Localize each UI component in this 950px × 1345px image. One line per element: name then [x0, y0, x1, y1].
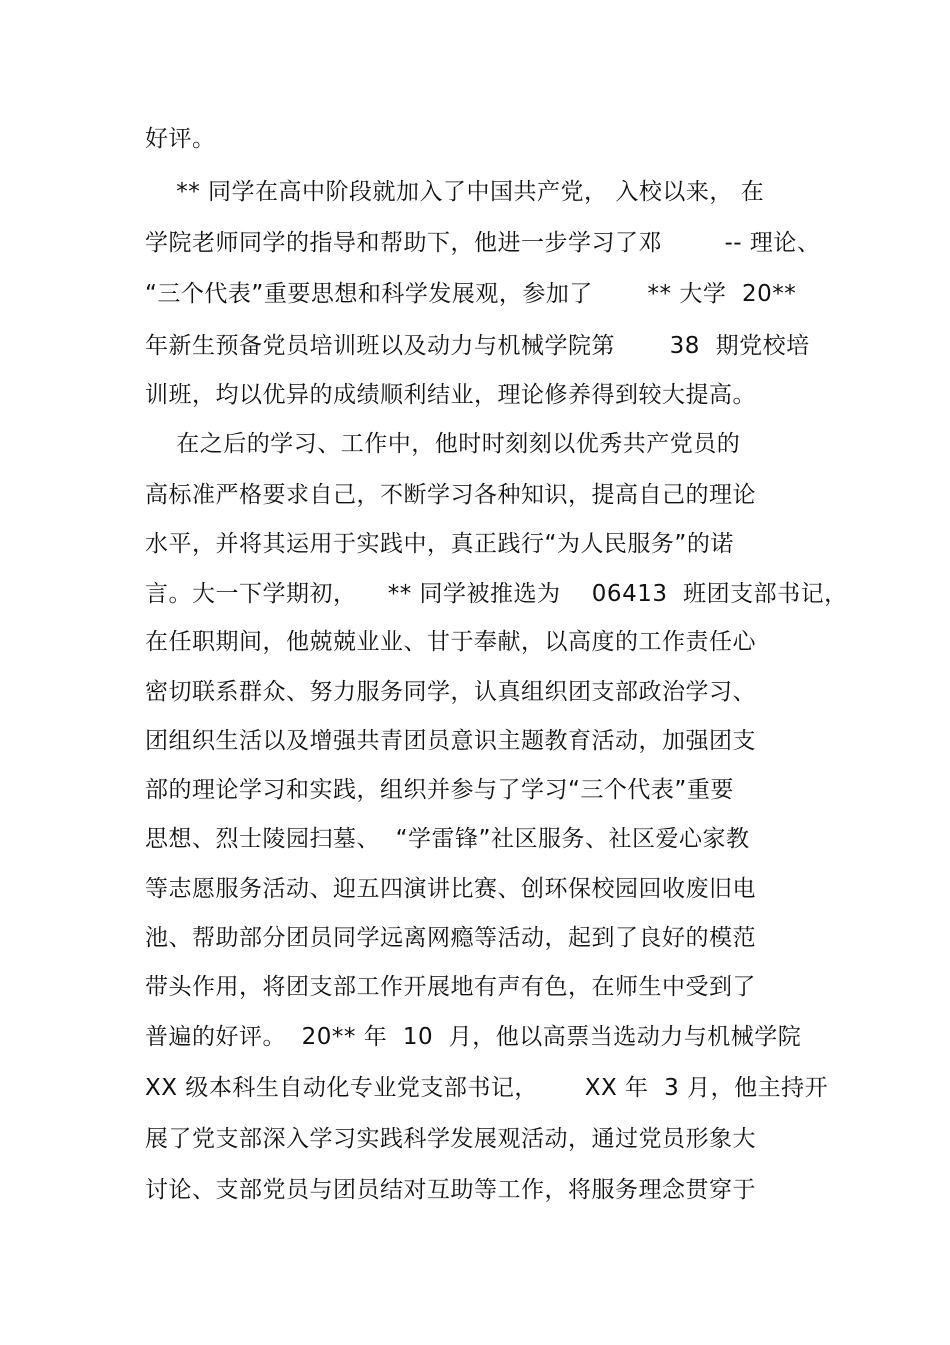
text-line: 展了党支部深入学习实践科学发展观活动，通过党员形象大 [145, 1126, 756, 1152]
text-line: 讨论、支部党员与团员结对互助等工作，将服务理念贯穿于 [145, 1177, 756, 1203]
text-line: 学院老师同学的指导和帮助下，他进一步学习了邓 -- 理论、 [145, 230, 821, 256]
text-line: 等志愿服务活动、迎五四演讲比赛、创环保校园回收废旧电 [145, 876, 756, 902]
text-line: 高标准严格要求自己，不断学习各种知识，提高自己的理论 [145, 482, 756, 508]
text-line: 密切联系群众、努力服务同学，认真组织团支部政治学习、 [145, 679, 756, 705]
text-line: 思想、烈士陵园扫墓、 “学雷锋”社区服务、社区爱心家教 [145, 826, 750, 852]
text-line: 在之后的学习、工作中，他时时刻刻以优秀共产党员的 [145, 431, 741, 457]
text-line: 团组织生活以及增强共青团员意识主题教育活动，加强团支 [145, 728, 756, 754]
text-line: 在任职期间，他兢兢业业、甘于奉献，以高度的工作责任心 [145, 629, 756, 655]
text-line: 池、帮助部分团员同学远离网瘾等活动，起到了良好的模范 [145, 925, 756, 951]
text-line: ** 同学在高中阶段就加入了中国共产党， 入校以来， 在 [145, 179, 765, 205]
text-line: 带头作用，将团支部工作开展地有声有色，在师生中受到了 [145, 974, 756, 1000]
text-line: 部的理论学习和实践，组织并参与了学习“三个代表”重要 [145, 777, 734, 803]
text-line: 年新生预备党员培训班以及动力与机械学院第 38 期党校培 [145, 333, 810, 359]
text-line: 训班，均以优异的成绩顺利结业，理论修养得到较大提高。 [145, 382, 756, 408]
text-line: 言。大一下学期初， ** 同学被推选为 06413 班团支部书记， [145, 581, 848, 607]
text-line: “三个代表”重要思想和科学发展观，参加了 ** 大学 20** [145, 281, 797, 307]
text-line: XX 级本科生自动化专业党支部书记， XX 年 3 月，他主持开 [145, 1075, 829, 1101]
text-line: 普遍的好评。 20** 年 10 月，他以高票当选动力与机械学院 [145, 1024, 802, 1050]
text-line: 好评。 [145, 126, 216, 152]
text-line: 水平，并将其运用于实践中，真正践行“为人民服务”的诺 [145, 531, 734, 557]
